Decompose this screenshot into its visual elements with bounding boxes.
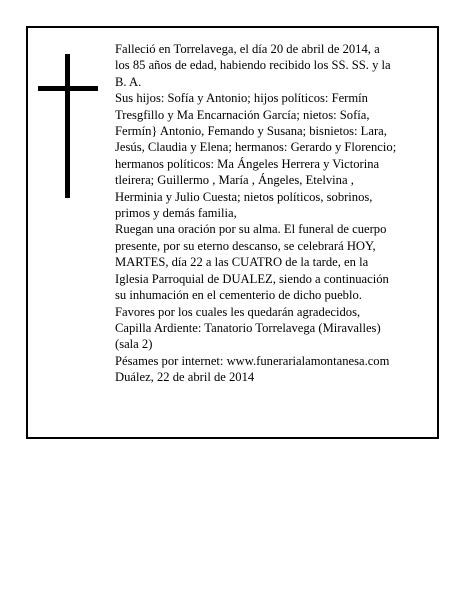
cross-icon <box>38 54 98 198</box>
place-date: Duález, 22 de abril de 2014 <box>115 370 255 385</box>
family-list: Sus hijos: Sofía y Antonio; hijos políticos: Fermín Tresgfillo y Ma Encarnación García; nietos: Sofía, Fermín} Antonio, Femando y Susana; bisnietos: Lara, Jesús, Claudia y Elena; hermanos: Gerardo y Florencio; hermanos políticos: Ma Ángeles Herrera y Victorina tleirera; Guillermo , María , Ángeles, Etelvina , Herminia y Julio Cuesta; nietos políticos, sobrinos, primos y demás familia, <box>115 91 397 221</box>
cross-vertical-bar <box>65 54 70 198</box>
obituary-notice <box>26 26 439 439</box>
notice-body <box>115 41 437 386</box>
cross-horizontal-bar <box>38 86 98 91</box>
funeral-details: Ruegan una oración por su alma. El funeral de cuerpo presente, por su eterno descanso, se celebrará HOY, MARTES, día 22 a las CUATRO de la tarde, en la Iglesia Parroquial de DUALEZ, siendo a continuación su inhumación en el cementerio de dicho pueblo. <box>115 222 389 303</box>
gratitude-line: Favores por los cuales les quedarán agradecidos, <box>115 304 361 319</box>
condolences-web: Pésames por internet: www.funerarialamontanesa.com <box>115 353 390 368</box>
death-announcement: Falleció en Torrelavega, el día 20 de abril de 2014, a los 85 años de edad, habiendo recibido los SS. SS. y la B. A. <box>115 42 391 89</box>
chapel-info: Capilla Ardiente: Tanatorio Torrelavega (Miravalles) (sala 2) <box>115 320 381 352</box>
